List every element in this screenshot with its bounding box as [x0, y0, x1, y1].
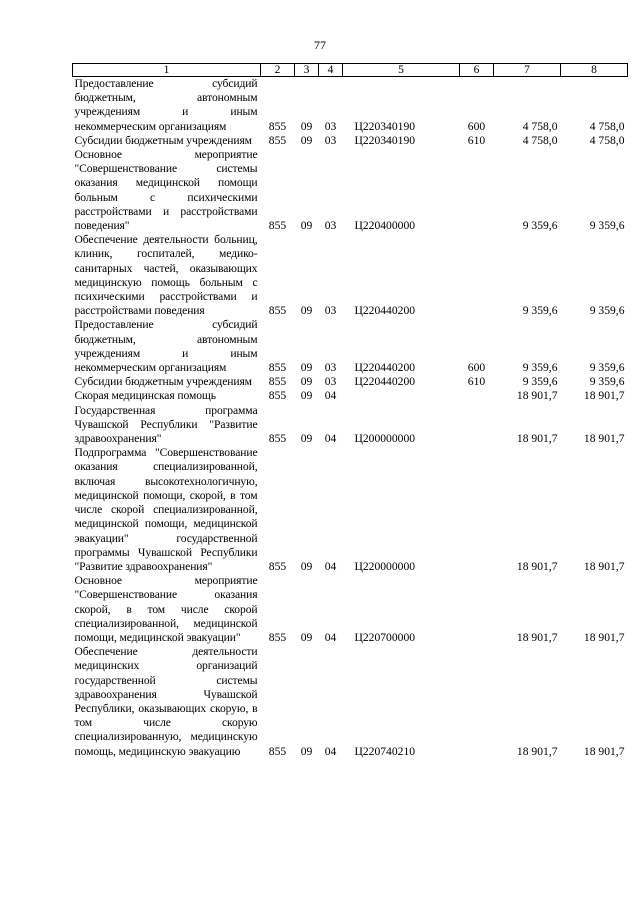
ministry-code-cell: 855 [268, 133, 287, 147]
item-name-cell: Субсидии бюджетным учреждениям [74, 375, 252, 389]
section-cell: 09 [300, 133, 313, 147]
amount-year2-cell: 18 901,7 [583, 389, 625, 403]
target-article-cell: Ц220340190 [354, 119, 416, 133]
column-header: 8 [561, 64, 628, 77]
item-name-cell: Основное мероприятие "Совершенствование системы оказания медицинской помощи больным с психическими расстройствами и расстройствами поведения" [74, 148, 258, 233]
table-row [73, 134, 628, 148]
column-header: 3 [295, 64, 319, 77]
amount-year1-cell: 18 901,7 [516, 389, 558, 403]
expense-type-cell: 610 [467, 133, 486, 147]
item-name-cell: Обеспечение деятельности больниц, клиник, госпиталей, медико-санитарных частей, оказывающих медицинскую помощь больным с психическими расстройствами и расстройствами поведения [74, 233, 258, 318]
budget-table [72, 63, 628, 759]
table-row [73, 389, 628, 403]
amount-year2-cell: 18 901,7 [583, 744, 625, 758]
table-body [73, 77, 628, 759]
expense-type-cell: 600 [467, 361, 486, 375]
amount-year1-cell: 9 359,6 [522, 375, 558, 389]
item-name-cell: Скорая медицинская помощь [74, 389, 216, 403]
target-article-cell: Ц220440200 [354, 375, 416, 389]
section-cell: 09 [300, 744, 313, 758]
ministry-code-cell: 855 [268, 559, 287, 573]
amount-year1-cell: 9 359,6 [522, 219, 558, 233]
target-article-cell [343, 389, 460, 403]
subsection-cell: 03 [324, 304, 337, 318]
amount-year1-cell: 9 359,6 [522, 304, 558, 318]
page-number: 77 [314, 38, 326, 52]
amount-year2-cell: 9 359,6 [589, 375, 625, 389]
subsection-cell: 03 [324, 219, 337, 233]
expense-type-cell [460, 404, 494, 447]
table-row [73, 404, 628, 447]
target-article-cell: Ц220340190 [354, 133, 416, 147]
ministry-code-cell: 855 [268, 630, 287, 644]
table-row [73, 148, 628, 233]
target-article-cell: Ц220440200 [354, 361, 416, 375]
item-name-cell: Основное мероприятие "Совершенствование оказания скорой, в том числе скорой специализированной, медицинской помощи, медицинской эвакуации" [74, 574, 258, 644]
column-header: 2 [261, 64, 295, 77]
amount-year2-cell: 9 359,6 [589, 361, 625, 375]
ministry-code-cell: 855 [268, 119, 287, 133]
target-article-cell: Ц220000000 [354, 559, 416, 573]
ministry-code-cell: 855 [268, 744, 287, 758]
ministry-code-cell: 855 [268, 375, 287, 389]
item-name-cell: Обеспечение деятельности медицинских организаций государственной системы здравоохранения Чувашской Республики, оказывающих скорую, в том числе скорую специализированную, медицинскую помощь, медицинскую эвакуацию [74, 645, 258, 758]
amount-year1-cell: 4 758,0 [522, 133, 558, 147]
section-cell: 09 [300, 119, 313, 133]
column-header: 5 [343, 64, 460, 77]
column-header: 4 [319, 64, 343, 77]
header-row [73, 64, 628, 77]
expense-type-cell [460, 389, 494, 403]
table-row [73, 375, 628, 389]
target-article-cell: Ц220700000 [354, 630, 416, 644]
expense-type-cell [460, 148, 494, 233]
subsection-cell: 03 [324, 133, 337, 147]
target-article-cell: Ц220740210 [354, 744, 416, 758]
table-row [73, 318, 628, 375]
target-article-cell: Ц200000000 [354, 432, 416, 446]
ministry-code-cell: 855 [268, 432, 287, 446]
amount-year2-cell: 9 359,6 [589, 304, 625, 318]
section-cell: 09 [300, 304, 313, 318]
subsection-cell: 04 [324, 744, 337, 758]
item-name-cell: Предоставление субсидий бюджетным, автономным учреждениям и иным некоммерческим организациям [74, 318, 258, 375]
ministry-code-cell: 855 [268, 389, 287, 403]
expense-type-cell [460, 645, 494, 759]
section-cell: 09 [300, 559, 313, 573]
amount-year2-cell: 18 901,7 [583, 630, 625, 644]
expense-type-cell [460, 574, 494, 645]
amount-year2-cell: 4 758,0 [589, 119, 625, 133]
subsection-cell: 04 [324, 432, 337, 446]
ministry-code-cell: 855 [268, 304, 287, 318]
ministry-code-cell: 855 [268, 219, 287, 233]
amount-year2-cell: 18 901,7 [583, 432, 625, 446]
section-cell: 09 [300, 389, 313, 403]
section-cell: 09 [300, 432, 313, 446]
item-name-cell: Подпрограмма "Совершенствование оказания специализированной, включая высокотехнологичную, медицинской помощи, скорой, в том числе скорой специализированной, медицинской помощи, медицинской эвакуации" государственной программы Чувашской Республики "Развитие здравоохранения" [74, 446, 258, 573]
expense-type-cell [460, 233, 494, 318]
amount-year1-cell: 18 901,7 [516, 744, 558, 758]
expense-type-cell: 600 [467, 119, 486, 133]
table-row [73, 574, 628, 645]
amount-year1-cell: 18 901,7 [516, 559, 558, 573]
column-header: 6 [460, 64, 494, 77]
subsection-cell: 03 [324, 119, 337, 133]
table-row [73, 77, 628, 134]
amount-year2-cell: 9 359,6 [589, 219, 625, 233]
subsection-cell: 04 [324, 630, 337, 644]
item-name-cell: Предоставление субсидий бюджетным, автономным учреждениям и иным некоммерческим организациям [74, 77, 258, 133]
subsection-cell: 04 [324, 559, 337, 573]
column-header: 7 [494, 64, 561, 77]
section-cell: 09 [300, 630, 313, 644]
section-cell: 09 [300, 375, 313, 389]
item-name-cell: Государственная программа Чувашской Республики "Развитие здравоохранения" [74, 403, 258, 446]
ministry-code-cell: 855 [268, 361, 287, 375]
column-header: 1 [73, 64, 261, 77]
amount-year1-cell: 4 758,0 [522, 119, 558, 133]
target-article-cell: Ц220400000 [354, 219, 416, 233]
subsection-cell: 03 [324, 375, 337, 389]
expense-type-cell [460, 446, 494, 574]
table-row [73, 233, 628, 318]
target-article-cell: Ц220440200 [354, 304, 416, 318]
amount-year1-cell: 18 901,7 [516, 432, 558, 446]
subsection-cell: 04 [324, 389, 337, 403]
amount-year1-cell: 9 359,6 [522, 361, 558, 375]
table-row [73, 446, 628, 574]
expense-type-cell: 610 [467, 375, 486, 389]
amount-year1-cell: 18 901,7 [516, 630, 558, 644]
subsection-cell: 03 [324, 361, 337, 375]
section-cell: 09 [300, 361, 313, 375]
item-name-cell: Субсидии бюджетным учреждениям [74, 133, 252, 147]
amount-year2-cell: 18 901,7 [583, 559, 625, 573]
table-row [73, 645, 628, 759]
amount-year2-cell: 4 758,0 [589, 133, 625, 147]
section-cell: 09 [300, 219, 313, 233]
